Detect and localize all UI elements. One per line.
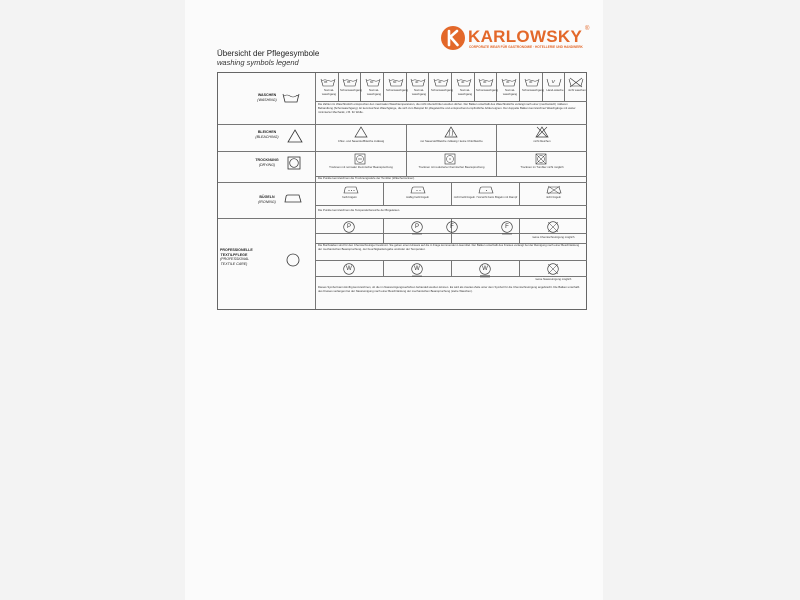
- no-iron-icon: [547, 186, 561, 194]
- registered-mark: ®: [585, 26, 590, 32]
- wash-temp: 30: [529, 80, 533, 84]
- wash-temp: 95: [347, 80, 351, 84]
- brand-name: KARLOWSKY: [468, 27, 583, 46]
- wet-clean-letter: W: [482, 266, 488, 272]
- wash-temp: 40: [415, 80, 419, 84]
- label-ironing: BÜGELN (IRONING): [258, 195, 276, 204]
- wash-label: Normal-waschgang: [411, 88, 427, 96]
- washing-note: Die Zahlen im Waschbottich entsprechen den maximalen Waschtemperaturen, die nicht überschritten werden dürfen. Der Balken unterhalb des Waschbottichs verlangt nach einer (mechanisch) milderen Behandlung (Schonwaschgang). Er kennzeichnet Waschgänge, die sich zum Beispiel für pflegeleichte und entsprechend empfindliche Artikel eignen. Der doppelte Balken kennzeichnet Waschgänge mit weiter minimierter Mechanik, z.B. für Wolle.: [318, 102, 576, 114]
- wash-label: Schonwaschgang: [431, 88, 454, 92]
- wet-clean-letter: W: [414, 266, 420, 272]
- dry-clean-note: Die Buchstaben sind für den Chemischreiniger bestimmt. Sie geben einen Hinweis auf die in Frage kommenden Lösemittel. Der Balken unterhalb des Kreises verlangt bei der Reinigung nach einer Beschränkung der mechanischen Beanspruchung, der Feuchtigkeitszugabe und/oder der Temperatur.: [318, 243, 580, 251]
- professional-care-circle-icon: [286, 253, 300, 267]
- dryer-square-icon: [288, 157, 300, 169]
- ironing-option: heiß bügeln: [342, 195, 357, 199]
- brand-tagline: CORPORATE WEAR FÜR GASTRONOMIE · HOTELLERIE UND HANDWERK: [469, 45, 583, 49]
- bleach-option: nur Sauerstoffbleiche zulässig / keine Chlorbleiche: [420, 139, 483, 143]
- wash-temp: 40: [461, 80, 465, 84]
- dry-clean-letter: F: [505, 224, 509, 230]
- ironing-note: Die Punkte kennzeichnen die Temperaturbereiche der Bügeleisen.: [318, 208, 401, 212]
- tumble-dry-normal-icon: [355, 154, 365, 164]
- tumble-dry-low-icon: [445, 154, 455, 164]
- wash-temp: 30: [483, 80, 487, 84]
- drying-option: Trocknen mit normaler thermischer Beanspruchung: [329, 165, 393, 169]
- no-wash-icon: [569, 78, 583, 87]
- iron-low-icon: [479, 186, 493, 194]
- iron-hot-icon: [344, 186, 358, 194]
- wash-label: Normal-waschgang: [321, 88, 337, 96]
- wash-label: Schonwaschgang: [476, 88, 499, 92]
- bleach-triangle-icon: [288, 130, 302, 142]
- label-drying: TROCKNUNG (DRYING): [255, 158, 279, 167]
- no-tumble-dry-icon: [536, 154, 546, 164]
- ironing-option: nicht bügeln: [545, 195, 562, 199]
- wash-temp: 60: [393, 80, 397, 84]
- wash-label: Schonwaschgang: [522, 88, 545, 92]
- wet-clean-note: Dieses Symbol kann künftig kennzeichnen, ob die im Nassreinigungsverfahren behandelt werden können. Es wird als zweites Zeile unter dem Symbol für die Chemischreinigung angebracht. Die Balken unterhalb des Kreises verlangen bei der Nassreinigung nach einer Beschränkung der mechanischen Beanspruchung (siehe Waschen).: [318, 285, 580, 293]
- drying-note: Die Punkte kennzeichnen die Trocknungsstufe der Tumbler (Wäschetrockner).: [318, 176, 415, 180]
- bleach-allowed-icon: [355, 127, 367, 137]
- hand-wash-icon: [547, 78, 561, 87]
- wash-temp: 30: [506, 80, 510, 84]
- no-dry-clean-label: keine Chemischreinigung möglich: [532, 235, 575, 239]
- ironing-option: nicht heiß bügeln / Vorsicht beim Bügeln mit Dampf: [453, 195, 518, 199]
- no-bleach-icon: [536, 127, 548, 137]
- wash-label: Schonwaschgang: [386, 88, 409, 92]
- dry-clean-letter: F: [450, 224, 454, 230]
- bleach-option: Chlor- und Sauerstoffbleiche zulässig: [337, 139, 385, 143]
- wash-label: Normal-waschgang: [457, 88, 473, 96]
- no-wet-clean-icon: [547, 263, 559, 275]
- wash-label: Normal-waschgang: [502, 88, 518, 96]
- karlowsky-logo-icon: [440, 25, 466, 51]
- ironing-option: mäßig heiß bügeln: [405, 195, 430, 199]
- wash-label: Hand-wäsche: [546, 88, 564, 92]
- care-symbols-table: [217, 72, 587, 310]
- wash-label: Schonwaschgang: [340, 88, 363, 92]
- wash-temp: 60: [370, 80, 374, 84]
- dry-clean-letter: P: [346, 224, 351, 230]
- bleach-option: nicht bleichen: [533, 139, 551, 143]
- no-dry-clean-icon: [547, 221, 559, 233]
- wash-temp: 95: [324, 80, 328, 84]
- wash-tub-icon: [283, 93, 299, 103]
- label-bleaching: BLEICHEN (BLEACHING): [255, 130, 279, 139]
- drying-option: Trocknen im Tumbler nicht möglich: [520, 165, 564, 169]
- no-wet-clean-label: keine Nassreinigung möglich: [535, 277, 572, 281]
- wash-temp: 40: [438, 80, 442, 84]
- dry-clean-letter: P: [414, 224, 419, 230]
- iron-icon: [284, 193, 302, 203]
- oxygen-bleach-icon: [445, 127, 457, 137]
- wet-clean-letter: W: [346, 266, 352, 272]
- page-title: Übersicht der Pflegesymbole: [217, 49, 320, 58]
- page-subtitle: washing symbols legend: [217, 58, 299, 67]
- label-washing: WASCHEN (WASHING): [257, 93, 277, 102]
- label-professional: PROFESSIONELLE TEXTILPFLEGE (PROFESSIONAL TEXTILE CARE): [220, 248, 253, 267]
- iron-medium-icon: [411, 186, 425, 194]
- drying-option: Trocknen mit reduzierter thermischer Beanspruchung: [418, 165, 485, 169]
- wash-label: Normal-waschgang: [366, 88, 382, 96]
- wash-label: nicht waschen: [568, 88, 586, 92]
